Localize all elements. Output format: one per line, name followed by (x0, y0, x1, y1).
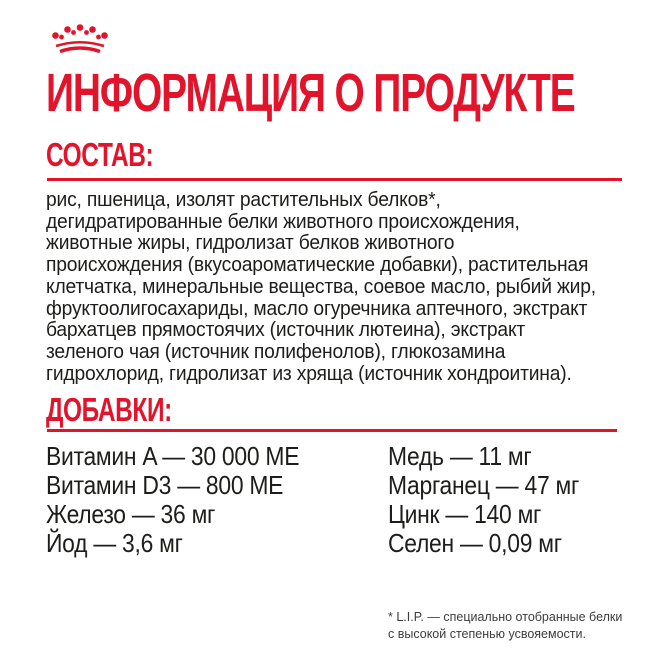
additives-divider (47, 429, 617, 432)
additive-item: Селен — 0,09 мг (388, 528, 562, 558)
additives-column-left (46, 442, 299, 558)
additive-item: Железо — 36 мг (46, 499, 216, 529)
additive-item: Марганец — 47 мг (388, 470, 580, 500)
composition-line: дегидратированные белки животного происхождения, (46, 209, 520, 233)
additive-item: Медь — 11 мг (388, 441, 532, 471)
composition-line: зеленого чая (источник полифенолов), глюкозамина (46, 339, 506, 363)
composition-line: животные жиры, гидролизат белков животного (46, 231, 455, 255)
composition-line: бархатцев прямостоячих (источник лютеина), экстракт (46, 318, 526, 342)
royal-canin-crown-icon (50, 24, 110, 54)
composition-line: рис, пшеница, изолят растительных белков*, (46, 188, 441, 211)
composition-divider (47, 178, 622, 181)
additive-item: Витамин A — 30 000 МЕ (46, 441, 300, 471)
additive-item: Цинк — 140 мг (388, 499, 542, 529)
composition-line: клетчатка, минеральные вещества, соевое масло, рыбий жир, (46, 274, 596, 298)
additive-item: Витамин D3 — 800 МЕ (46, 470, 284, 500)
footnote-line: с высокой степенью усвояемости. (388, 626, 586, 641)
composition-line: гидрохлорид, гидролизат из хряща (источник хондроитина). (46, 361, 572, 385)
page-title: ИНФОРМАЦИЯ О ПРОДУКТЕ (46, 63, 575, 123)
composition-line: происхождения (вкусоароматические добавки), растительная (46, 253, 589, 277)
additive-item: Йод — 3,6 мг (46, 528, 183, 558)
additives-column-right (388, 442, 579, 558)
composition-heading: СОСТАВ: (46, 136, 154, 173)
footnote-line: * L.I.P. — специально отобранные белки (388, 610, 623, 624)
lip-footnote (388, 609, 622, 642)
composition-line: фруктоолигосахариды, масло огуречника аптечного, экстракт (46, 296, 588, 320)
composition-text (46, 189, 596, 384)
additives-heading: ДОБАВКИ: (46, 391, 172, 428)
